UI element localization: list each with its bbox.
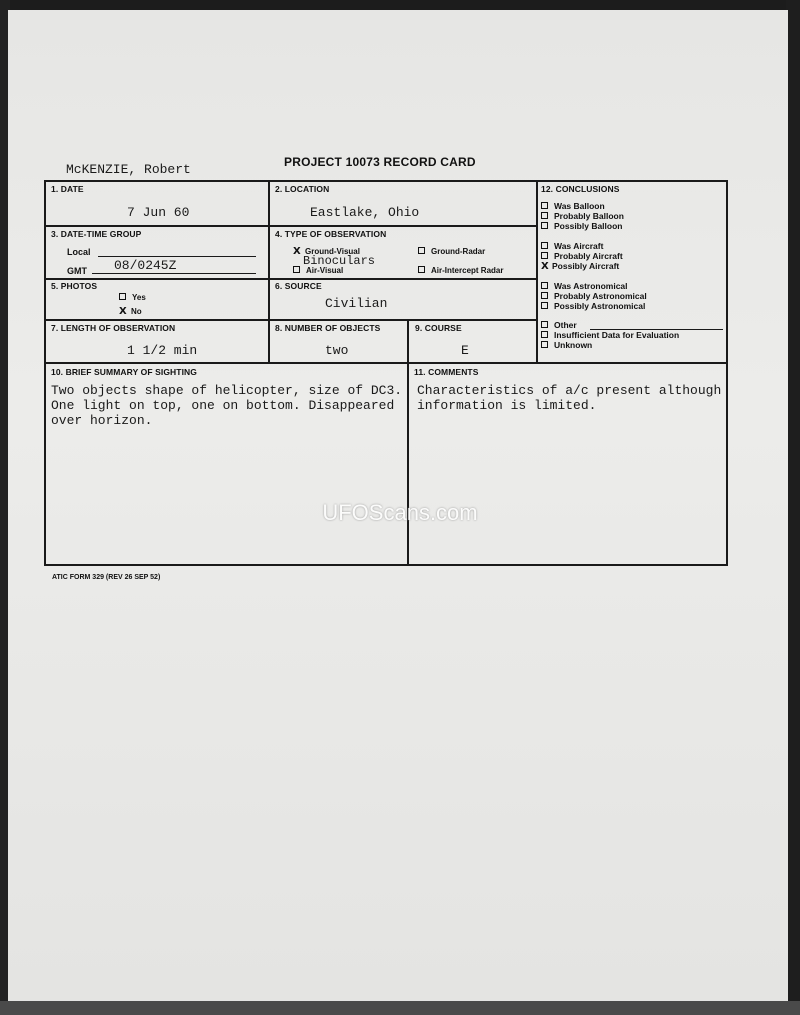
form-number: ATIC FORM 329 (REV 26 SEP 52) bbox=[52, 574, 161, 581]
object-count-value: two bbox=[325, 343, 349, 358]
conclusions-label: 12. CONCLUSIONS bbox=[541, 184, 620, 194]
ground-visual-option: X Ground-Visual bbox=[293, 246, 360, 257]
checkbox-icon bbox=[541, 202, 548, 209]
photos-label: 5. PHOTOS bbox=[51, 281, 98, 291]
location-value: Eastlake, Ohio bbox=[310, 205, 420, 220]
insufficient-data-option: Insufficient Data for Evaluation bbox=[541, 331, 679, 341]
other-field-line bbox=[590, 329, 723, 330]
course-label: 9. COURSE bbox=[415, 323, 462, 333]
datetime-group-label: 3. DATE-TIME GROUP bbox=[51, 229, 142, 239]
possibly-astronomical-option: Possibly Astronomical bbox=[541, 302, 647, 312]
gmt-value: 08/0245Z bbox=[114, 258, 177, 273]
checkbox-icon bbox=[541, 242, 548, 249]
gmt-field-line bbox=[92, 273, 256, 274]
possibly-aircraft-option: X Possibly Aircraft bbox=[541, 260, 620, 272]
unknown-option: Unknown bbox=[541, 341, 679, 351]
grid-line bbox=[268, 181, 270, 362]
photos-yes-option: Yes bbox=[119, 293, 146, 302]
checkbox-icon bbox=[293, 266, 300, 273]
checkbox-icon bbox=[541, 331, 548, 338]
was-astronomical-option: Was Astronomical bbox=[541, 282, 647, 292]
photos-no-option: X No bbox=[119, 306, 142, 317]
grid-line bbox=[45, 225, 537, 227]
checkbox-icon bbox=[418, 247, 425, 254]
binoculars-note: Binoculars bbox=[303, 254, 376, 268]
location-label: 2. LOCATION bbox=[275, 184, 330, 194]
sighting-summary-text: Two objects shape of helicopter, size of DC3. One light on top, one on bottom. Disappeared over horizon. bbox=[51, 383, 403, 428]
grid-line bbox=[536, 181, 538, 362]
source-label: 6. SOURCE bbox=[275, 281, 322, 291]
checked-mark-icon: X bbox=[293, 246, 301, 257]
observation-length-label: 7. LENGTH OF OBSERVATION bbox=[51, 323, 176, 333]
checkbox-icon bbox=[541, 212, 548, 219]
checkbox-icon bbox=[418, 266, 425, 273]
checkbox-icon bbox=[541, 321, 548, 328]
checkbox-icon bbox=[541, 222, 548, 229]
scan-border-bottom bbox=[0, 1001, 800, 1015]
witness-name: McKENZIE, Robert bbox=[66, 162, 191, 177]
watermark: UFOScans.com bbox=[322, 500, 478, 525]
card-title: PROJECT 10073 RECORD CARD bbox=[284, 155, 476, 169]
observation-type-label: 4. TYPE OF OBSERVATION bbox=[275, 229, 387, 239]
checkbox-icon bbox=[119, 293, 126, 300]
probably-astronomical-option: Probably Astronomical bbox=[541, 292, 647, 302]
probably-balloon-option: Probably Balloon bbox=[541, 212, 624, 222]
checkbox-icon bbox=[541, 292, 548, 299]
probably-aircraft-option: Probably Aircraft bbox=[541, 252, 623, 262]
checkbox-icon bbox=[541, 302, 548, 309]
checkbox-icon bbox=[541, 252, 548, 259]
object-count-label: 8. NUMBER OF OBJECTS bbox=[275, 323, 381, 333]
grid-line bbox=[45, 362, 727, 364]
checked-mark-icon: X bbox=[541, 260, 549, 272]
checked-mark-icon: X bbox=[119, 306, 127, 317]
grid-line bbox=[407, 319, 409, 565]
possibly-balloon-option: Possibly Balloon bbox=[541, 222, 624, 232]
conclusions-aircraft-group bbox=[541, 242, 623, 271]
checkbox-icon bbox=[541, 282, 548, 289]
air-intercept-radar-option: Air-Intercept Radar bbox=[418, 266, 503, 275]
local-time-label: Local bbox=[67, 247, 91, 257]
comments-label: 11. COMMENTS bbox=[414, 367, 479, 377]
conclusions-other-group bbox=[541, 321, 679, 350]
sighting-summary-label: 10. BRIEF SUMMARY OF SIGHTING bbox=[51, 367, 197, 377]
source-value: Civilian bbox=[325, 296, 388, 311]
was-balloon-option: Was Balloon bbox=[541, 202, 624, 212]
date-value: 7 Jun 60 bbox=[127, 205, 190, 220]
conclusions-astronomical-group bbox=[541, 282, 647, 311]
was-aircraft-option: Was Aircraft bbox=[541, 242, 623, 252]
grid-line bbox=[45, 278, 537, 280]
checkbox-icon bbox=[541, 341, 548, 348]
air-visual-option: Air-Visual bbox=[293, 266, 343, 275]
date-label: 1. DATE bbox=[51, 184, 84, 194]
comments-text: Characteristics of a/c present although information is limited. bbox=[417, 383, 722, 413]
other-option: Other bbox=[541, 321, 679, 331]
observation-length-value: 1 1/2 min bbox=[127, 343, 198, 358]
gmt-label: GMT bbox=[67, 266, 87, 276]
course-value: E bbox=[461, 343, 469, 358]
conclusions-balloon-group bbox=[541, 202, 624, 231]
grid-line bbox=[45, 319, 537, 321]
ground-radar-option: Ground-Radar bbox=[418, 247, 485, 256]
local-time-field-line bbox=[98, 256, 256, 257]
